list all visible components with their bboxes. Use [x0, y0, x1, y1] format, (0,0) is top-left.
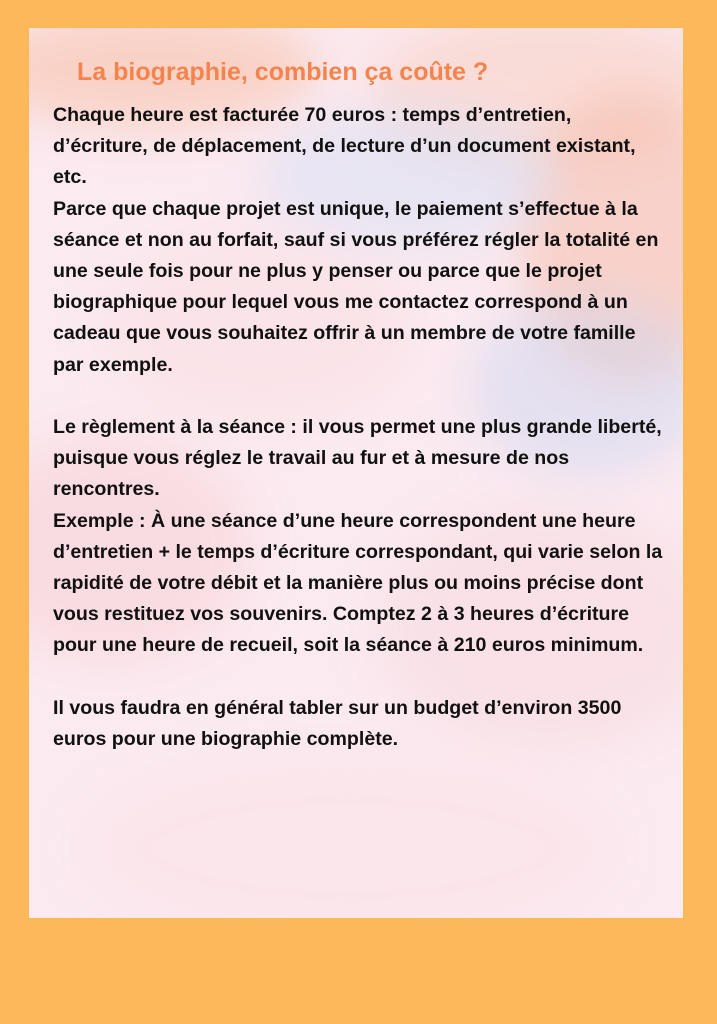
- paragraph-spacer: [53, 381, 668, 412]
- body-text: [53, 100, 668, 755]
- paragraph-payment-terms: Parce que chaque projet est unique, le paiement s’effectue à la séance et non au forfait, sauf si vous préférez régler la totalité en une seule fois pour ne plus y penser ou parce que le projet biographique pour lequel vous me contactez correspond à un cadeau que vous souhaitez offrir à un membre de votre famille par exemple.: [53, 197, 659, 376]
- page-title: La biographie, combien ça coûte ?: [77, 58, 489, 86]
- paragraph-hourly-rate: Chaque heure est facturée 70 euros : temps d’entretien, d’écriture, de déplacement, de lecture d’un document existant, etc.: [53, 104, 636, 189]
- paragraph-session-payment: Le règlement à la séance : il vous permet une plus grande liberté, puisque vous réglez le travail au fur et à mesure de nos rencontres.: [53, 416, 662, 501]
- paragraph-spacer: [53, 662, 668, 693]
- paragraph-budget: Il vous faudra en général tabler sur un budget d’environ 3500 euros pour une biographie complète.: [53, 696, 622, 751]
- content-card: [29, 28, 683, 918]
- paragraph-example: Exemple : À une séance d’une heure correspondent une heure d’entretien + le temps d’écriture correspondant, qui varie selon la rapidité de votre débit et la manière plus ou moins précise dont vous restituez vos souvenirs. Comptez 2 à 3 heures d’écriture pour une heure de recueil, soit la séance à 210 euros minimum.: [53, 509, 663, 657]
